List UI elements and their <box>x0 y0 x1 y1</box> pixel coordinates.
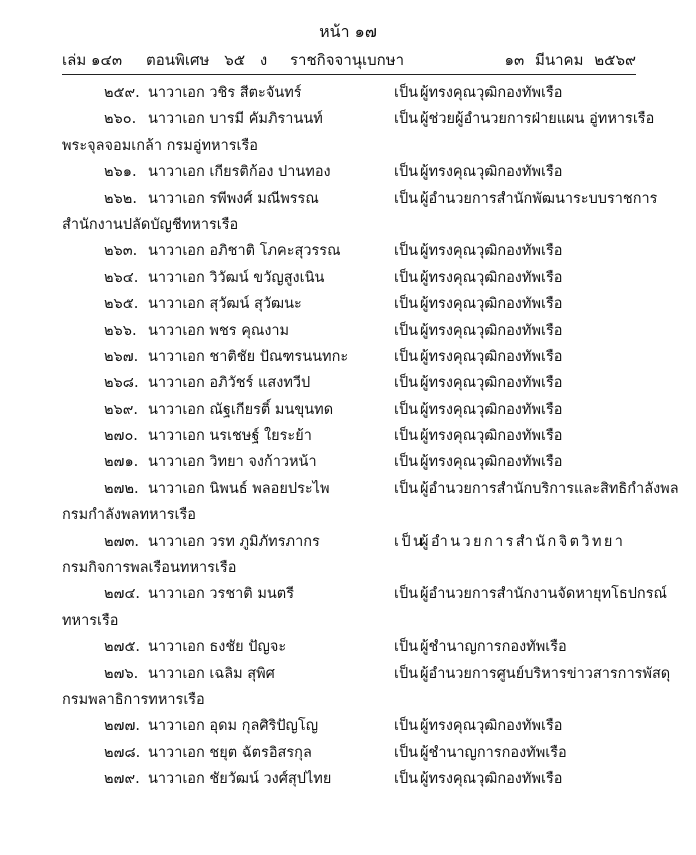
position-title: ผู้ทรงคุณวุฒิกองทัพเรือ <box>420 718 563 735</box>
list-item <box>0 287 696 313</box>
officer-name: นาวาเอก อภิชาติ โภคะสุวรรณ <box>148 243 341 260</box>
officer-name: นาวาเอก วิวัฒน์ ขวัญสูงเนิน <box>148 269 325 286</box>
entry-number: ๒๖๖. <box>104 322 137 339</box>
position-title-continued: กรมพลาธิการทหารเรือ <box>62 691 205 708</box>
appointment-verb: เป็น <box>394 164 419 181</box>
entry-number: ๒๖๓. <box>104 243 138 260</box>
list-item-continuation <box>0 208 696 234</box>
list-item-continuation <box>0 129 696 155</box>
position-title: ผู้ชำนาญการกองทัพเรือ <box>420 639 567 656</box>
officer-name: นาวาเอก อภิวัชร์ แสงทวีป <box>148 375 311 392</box>
list-item <box>0 445 696 471</box>
position-title: ผู้ทรงคุณวุฒิกองทัพเรือ <box>420 296 563 313</box>
appointment-verb: เป็น <box>394 111 419 128</box>
position-title: ผู้ชำนาญการกองทัพเรือ <box>420 744 567 761</box>
list-item <box>0 419 696 445</box>
section-label: ตอนพิเศษ ๖๕ ง <box>146 51 268 69</box>
publication-date: ๑๓ มีนาคม ๒๕๖๙ <box>504 51 636 69</box>
position-title-continued: กรมกำลังพลทหารเรือ <box>62 507 196 524</box>
entry-number: ๒๖๔. <box>104 269 139 286</box>
list-item <box>0 709 696 735</box>
list-item <box>0 76 696 102</box>
position-title: ผู้ทรงคุณวุฒิกองทัพเรือ <box>420 454 563 471</box>
list-item <box>0 182 696 208</box>
position-title-continued: พระจุลจอมเกล้า กรมอู่ทหารเรือ <box>62 137 258 154</box>
list-item <box>0 762 696 788</box>
position-title: ผู้อำนวยการสำนักบริการและสิทธิกำลังพล <box>420 480 679 497</box>
list-item <box>0 736 696 762</box>
officer-name: นาวาเอก วิทยา จงก้าวหน้า <box>148 454 317 471</box>
position-title: ผู้ทรงคุณวุฒิกองทัพเรือ <box>420 401 563 418</box>
header-divider <box>62 74 636 75</box>
officer-name: นาวาเอก เกียรติก้อง ปานทอง <box>148 164 331 181</box>
position-title: ผู้ทรงคุณวุฒิกองทัพเรือ <box>420 243 563 260</box>
entry-number: ๒๗๙. <box>104 771 140 788</box>
appointment-verb: เป็น <box>394 269 419 286</box>
position-title: ผู้ทรงคุณวุฒิกองทัพเรือ <box>420 164 563 181</box>
position-title: ผู้อำนวยการสำนักงานจัดหายุทโธปกรณ์ <box>420 586 667 603</box>
position-title-continued: ทหารเรือ <box>62 612 119 629</box>
position-title: ผู้อำนวยการสำนักพัฒนาระบบราชการ <box>420 190 658 207</box>
entry-number: ๒๗๖. <box>104 665 139 682</box>
entry-number: ๒๖๒. <box>104 190 137 207</box>
entry-number: ๒๕๙. <box>104 85 140 101</box>
officer-name: นาวาเอก อุดม กุลศิริปัญโญ <box>148 718 319 735</box>
appointment-verb: เป็น <box>394 322 419 339</box>
position-title: ผู้อำนวยการศูนย์บริหารข่าวสารการพัสดุ <box>420 665 671 682</box>
officer-name: นาวาเอก วรท ภูมิภัทรภากร <box>148 533 320 550</box>
officer-name: นาวาเอก สุวัฒน์ สุวัฒนะ <box>148 296 302 313</box>
list-item-continuation <box>0 498 696 524</box>
officer-name: นาวาเอก วชิร สีตะจันทร์ <box>148 85 302 101</box>
officer-name: นาวาเอก วรชาติ มนตรี <box>148 586 295 603</box>
appointment-verb: เป็น <box>394 744 419 761</box>
appointment-verb: เป็น <box>394 348 419 365</box>
appointment-verb: เป็น <box>394 718 419 735</box>
list-item <box>0 366 696 392</box>
list-item <box>0 525 696 551</box>
appointment-verb: เป็น <box>394 639 419 656</box>
list-item <box>0 314 696 340</box>
appointment-verb: เป็น <box>394 533 426 550</box>
entry-number: ๒๗๘. <box>104 744 141 761</box>
entry-number: ๒๖๙. <box>104 401 138 418</box>
entry-number: ๒๖๐. <box>104 111 137 128</box>
list-item-continuation <box>0 551 696 577</box>
officer-name: นาวาเอก นิพนธ์ พลอยประไพ <box>148 480 330 497</box>
list-item <box>0 577 696 603</box>
officer-name: นาวาเอก ชยุต ฉัตรอิสรกุล <box>148 744 312 761</box>
list-item <box>0 234 696 260</box>
appointment-verb: เป็น <box>394 665 419 682</box>
officer-name: นาวาเอก ชัยวัฒน์ วงศ์สุปไทย <box>148 771 332 788</box>
officer-name: นาวาเอก ธงชัย ปัญจะ <box>148 639 287 656</box>
entry-number: ๒๖๑. <box>104 164 137 181</box>
position-title: ผู้อำนวยการสำนักจิตวิทยา <box>420 533 626 550</box>
entry-number: ๒๖๗. <box>104 348 139 365</box>
entry-number: ๒๗๕. <box>104 639 141 656</box>
appointment-verb: เป็น <box>394 190 419 207</box>
entry-number: ๒๗๗. <box>104 718 140 735</box>
volume-label: เล่ม ๑๔๓ <box>62 51 123 69</box>
list-item <box>0 340 696 366</box>
page-header <box>62 48 636 72</box>
position-title: ผู้ทรงคุณวุฒิกองทัพเรือ <box>420 322 563 339</box>
page-number: หน้า ๑๗ <box>319 22 377 41</box>
appointment-verb: เป็น <box>394 771 419 788</box>
list-item <box>0 261 696 287</box>
appointment-verb: เป็น <box>394 401 419 418</box>
appointment-verb: เป็น <box>394 243 419 260</box>
entry-number: ๒๗๐. <box>104 428 138 445</box>
entry-number: ๒๗๑. <box>104 454 139 471</box>
appointment-list <box>0 76 696 789</box>
list-item <box>0 472 696 498</box>
entry-number: ๒๗๒. <box>104 480 139 497</box>
officer-name: นาวาเอก ชาติชัย ปัณฑรนนทกะ <box>148 348 349 365</box>
list-item <box>0 657 696 683</box>
publication-title: ราชกิจจานุเบกษา <box>290 51 405 69</box>
officer-name: นาวาเอก พชร คุณงาม <box>148 322 290 339</box>
list-item-continuation <box>0 604 696 630</box>
position-title: ผู้ทรงคุณวุฒิกองทัพเรือ <box>420 348 563 365</box>
position-title-continued: สำนักงานปลัดบัญชีทหารเรือ <box>62 216 239 233</box>
list-item-continuation <box>0 683 696 709</box>
officer-name: นาวาเอก ณัฐเกียรติ์ มนขุนทด <box>148 401 334 418</box>
entry-number: ๒๗๔. <box>104 586 141 603</box>
appointment-verb: เป็น <box>394 85 419 101</box>
appointment-verb: เป็น <box>394 586 419 603</box>
list-item <box>0 102 696 128</box>
officer-name: นาวาเอก รพีพงศ์ มณีพรรณ <box>148 190 319 207</box>
entry-number: ๒๖๘. <box>104 375 139 392</box>
entry-number: ๒๗๓. <box>104 533 139 550</box>
entry-number: ๒๖๕. <box>104 296 139 313</box>
position-title-continued: กรมกิจการพลเรือนทหารเรือ <box>62 560 237 577</box>
appointment-verb: เป็น <box>394 428 419 445</box>
position-title: ผู้ช่วยผู้อำนวยการฝ่ายแผน อู่ทหารเรือ <box>420 111 655 128</box>
officer-name: นาวาเอก เฉลิม สุพิศ <box>148 665 275 682</box>
position-title: ผู้ทรงคุณวุฒิกองทัพเรือ <box>420 771 563 788</box>
appointment-verb: เป็น <box>394 480 419 497</box>
officer-name: นาวาเอก นรเชษฐ์ ใยระย้า <box>148 428 312 445</box>
list-item <box>0 393 696 419</box>
position-title: ผู้ทรงคุณวุฒิกองทัพเรือ <box>420 428 563 445</box>
list-item <box>0 630 696 656</box>
appointment-verb: เป็น <box>394 454 419 471</box>
position-title: ผู้ทรงคุณวุฒิกองทัพเรือ <box>420 375 563 392</box>
position-title: ผู้ทรงคุณวุฒิกองทัพเรือ <box>420 85 563 101</box>
officer-name: นาวาเอก บารมี คัมภิรานนท์ <box>148 111 323 128</box>
appointment-verb: เป็น <box>394 375 419 392</box>
appointment-verb: เป็น <box>394 296 419 313</box>
position-title: ผู้ทรงคุณวุฒิกองทัพเรือ <box>420 269 563 286</box>
list-item <box>0 155 696 181</box>
